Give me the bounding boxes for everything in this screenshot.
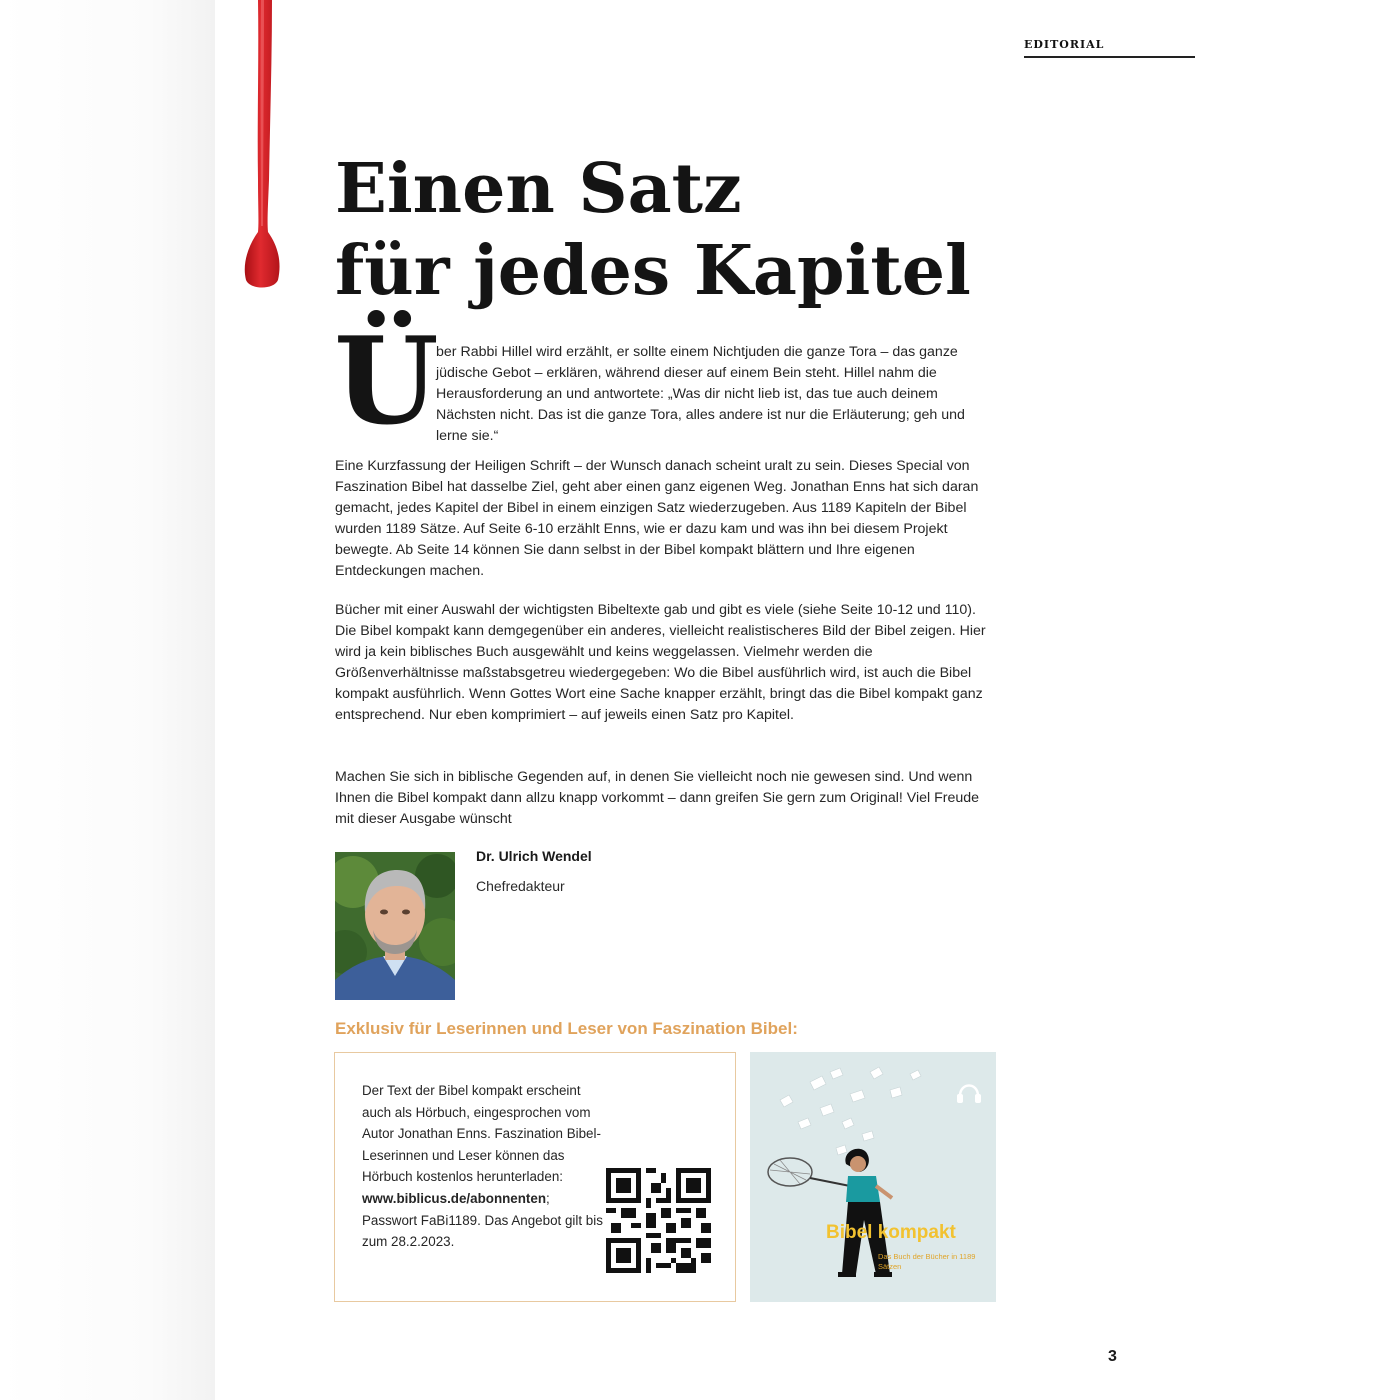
headline-line-2: für jedes Kapitel <box>335 231 971 311</box>
red-ribbon-bookmark <box>238 0 288 292</box>
body-paragraph-1: Eine Kurzfassung der Heiligen Schrift – der Wunsch danach scheint uralt zu sein. Dieses Special von Faszination Bibel hat dasselbe Ziel, geht aber einen ganz eigenen Weg. Jonathan Enns hat sich daran gemacht, jedes Kapitel der Bibel in einem einzigen Satz wiederzugeben. Aus 1189 Kapiteln der Bibel wurden 1189 Sätze. Auf Seite 6-10 erzählt Enns, wie er dazu kam und was ihn bei diesem Projekt bewegte. Ab Seite 14 können Sie dann selbst in der Bibel kompakt blättern und Ihre eigenen Entdeckungen machen. <box>335 458 979 579</box>
page-gutter-shadow <box>0 0 215 1400</box>
headline-line-1: Einen Satz <box>335 149 742 229</box>
section-label: EDITORIAL <box>1024 38 1195 58</box>
author-photo <box>335 852 455 1000</box>
audiobook-cover <box>750 1052 996 1302</box>
cover-title: Bibel kompakt <box>826 1222 956 1243</box>
promo-download-link[interactable]: www.biblicus.de/abonnenten <box>362 1190 547 1206</box>
lead-paragraph: ber Rabbi Hillel wird erzählt, er sollte einem Nichtjuden die ganze Tora – das ganze jüdische Gebot – erklären, während dieser auf einem Bein steht. Hillel nahm die Herausforderung an und antwortete: „Was dir nicht lieb ist, das tue auch deinem Nächsten nicht. Das ist die ganze Tora, alles andere ist nur die Erläuterung; geh und lerne sie.“ <box>436 344 965 444</box>
author-role: Chefredakteur <box>476 878 565 894</box>
page-number: 3 <box>1108 1348 1117 1365</box>
cover-subtitle: Das Buch der Bücher in 1189 Sätzen <box>878 1252 976 1271</box>
headline <box>335 148 971 312</box>
author-name: Dr. Ulrich Wendel <box>476 848 592 864</box>
headphones-icon <box>957 1086 981 1104</box>
promo-text-password: ; Passwort FaBi1189. Das Angebot gilt bis zum 28.2.2023. <box>362 1190 603 1250</box>
qr-code[interactable] <box>606 1168 711 1273</box>
drop-cap: Ü <box>334 311 439 452</box>
body-paragraph-3: Machen Sie sich in biblische Gegenden auf, in denen Sie vielleicht noch nie gewesen sind. Und wenn Ihnen die Bibel kompakt dann allzu knapp vorkommt – dann greifen Sie gern zum Original! Viel Freude mit dieser Ausgabe wünscht <box>335 769 980 827</box>
promo-text-body: Der Text der Bibel kompakt erscheint auch als Hörbuch, eingesprochen vom Autor Jonathan Enns. Faszination Bibel-Leserinnen und Leser können das Hörbuch kostenlos herunterladen: <box>362 1083 601 1185</box>
promo-heading: Exklusiv für Leserinnen und Leser von Faszination Bibel: <box>335 1019 798 1038</box>
promo-text <box>362 1080 607 1253</box>
body-paragraph-2: Bücher mit einer Auswahl der wichtigsten Bibeltexte gab und gibt es viele (siehe Seite 10-12 und 110). Die Bibel kompakt kann demgegenüber ein anderes, vielleicht realistischeres Bild der Bibel zeigen. Hier wird ja kein biblisches Buch ausgewählt und keins weggelassen. Vielmehr werden die Größenverhältnisse maßstabsgetreu wiedergegeben: Wo die Bibel ausführlich wird, ist auch die Bibel kompakt ausführlich. Wenn Gottes Wort eine Sache knapper erzählt, bringt das die Bibel kompakt ganz entsprechend. Nur eben komprimiert – auf jeweils einen Satz pro Kapitel. <box>335 602 986 723</box>
